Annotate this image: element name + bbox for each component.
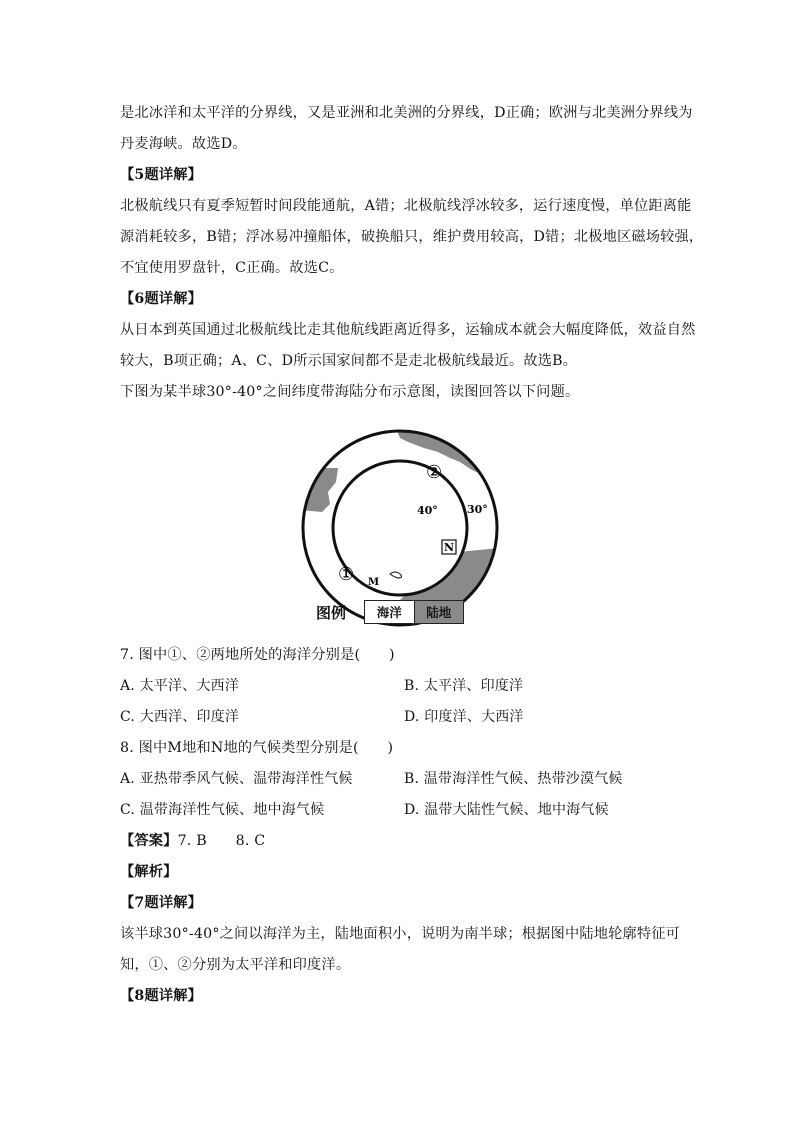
- figure-intro-line: 下图为某半球30°-40°之间纬度带海陆分布示意图，读图回答以下问题。: [120, 384, 580, 400]
- section-heading-q5: 【5题详解】: [120, 167, 203, 183]
- paragraph-line: 不宜使用罗盘针，C正确。故选C。: [120, 260, 344, 276]
- q7-option-a: A. 太平洋、大西洋: [120, 678, 240, 694]
- section-heading-q6: 【6题详解】: [120, 291, 203, 307]
- section-heading-q7: 【7题详解】: [120, 895, 203, 911]
- answer-label: 【答案】: [120, 833, 178, 849]
- q7-option-b: B. 太平洋、印度洋: [404, 678, 524, 694]
- paragraph-line: 从日本到英国通过北极航线比走其他航线距离近得多，运输成本就会大幅度降低，效益自然: [120, 322, 696, 338]
- q7-option-d: D. 印度洋、大西洋: [404, 709, 524, 725]
- paragraph-line: 北极航线只有夏季短暂时间段能通航，A错；北极航线浮冰较多，运行速度慢，单位距离能: [120, 198, 692, 214]
- label-2: ②: [426, 462, 443, 483]
- question-8-stem: 8. 图中M地和N地的气候类型分别是( ): [120, 740, 394, 756]
- island-m: [390, 572, 402, 578]
- legend-land: 陆地: [415, 601, 464, 623]
- paragraph-line: 知，①、②分别为太平洋和印度洋。: [120, 957, 351, 973]
- paragraph-line: 丹麦海峡。故选D。: [120, 136, 247, 152]
- paragraph-line: 是北冰洋和太平洋的分界线，又是亚洲和北美洲的分界线，D正确；欧洲与北美洲分界线为: [120, 105, 693, 121]
- legend-ocean: 海洋: [365, 601, 415, 623]
- legend: [364, 600, 464, 624]
- label-m: M: [368, 577, 380, 588]
- analysis-label: 【解析】: [120, 864, 178, 880]
- latitude-belt-map: [300, 428, 500, 628]
- answer-text: 7. B 8. C: [177, 833, 266, 849]
- q8-option-b: B. 温带海洋性气候、热带沙漠气候: [404, 771, 623, 787]
- paragraph-line: 较大，B项正确；A、C、D所示国家间都不是走北极航线最近。故选B。: [120, 353, 578, 369]
- label-n: N: [443, 541, 455, 554]
- legend-title: 图例: [316, 604, 347, 622]
- q8-option-d: D. 温带大陆性气候、地中海气候: [404, 802, 609, 818]
- section-heading-q8: 【8题详解】: [120, 988, 203, 1004]
- label-1: ①: [338, 564, 355, 585]
- answer-line: [120, 831, 680, 851]
- q8-option-a: A. 亚热带季风气候、温带海洋性气候: [120, 771, 353, 787]
- paragraph-line: 源消耗较多，B错；浮冰易冲撞船体，破换船只，维护费用较高，D错；北极地区磁场较强，: [120, 229, 704, 245]
- label-30: 30°: [467, 503, 488, 516]
- label-40: 40°: [417, 504, 438, 517]
- paragraph-line: 该半球30°-40°之间以海洋为主，陆地面积小，说明为南半球；根据图中陆地轮廓特征可: [120, 926, 681, 942]
- question-7-stem: 7. 图中①、②两地所处的海洋分别是( ): [120, 647, 395, 663]
- q7-option-c: C. 大西洋、印度洋: [120, 709, 240, 725]
- q8-option-c: C. 温带海洋性气候、地中海气候: [120, 802, 325, 818]
